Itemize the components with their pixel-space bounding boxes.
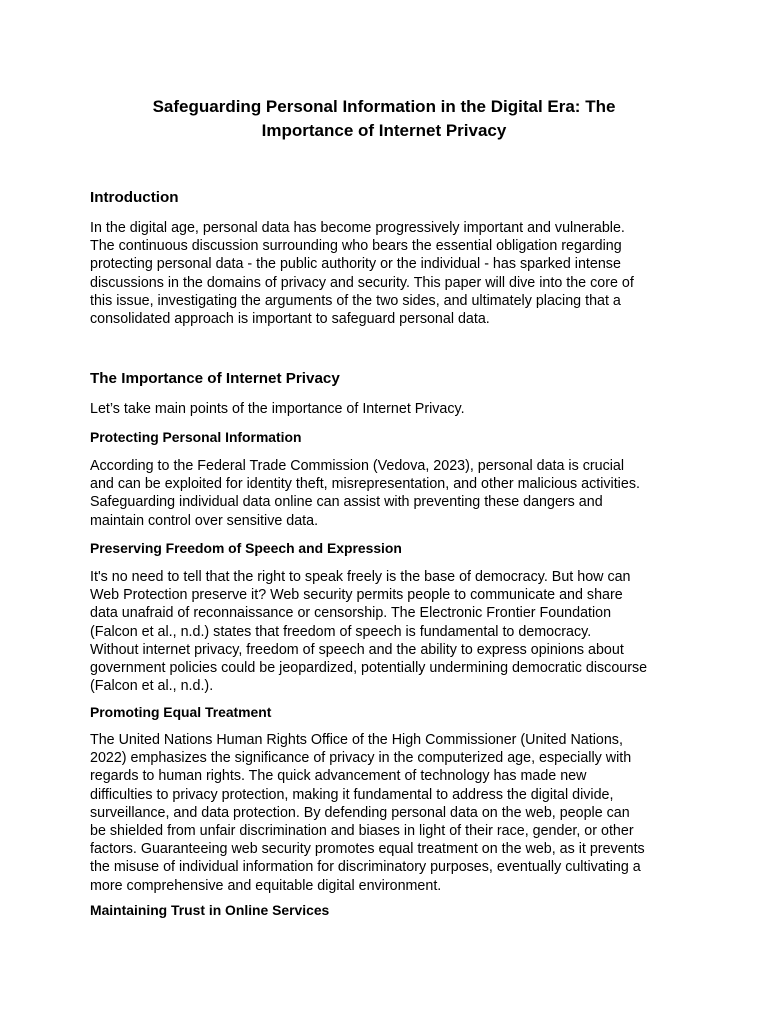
title-line: Importance of Internet Privacy [261,121,507,140]
paragraph-line: (Falcon et al., n.d.) states that freedom of speech is fundamental to democracy. [90,623,592,640]
section-paragraph-preserving-freedom-of-speech [90,568,688,695]
paragraph-line: and can be exploited for identity theft, misrepresentation, and other malicious activities. [90,476,640,493]
introduction-paragraph [90,219,688,328]
paragraph-line: Without internet privacy, freedom of speech and the ability to express opinions about [90,641,624,658]
paragraph-line: surveillance, and data protection. By defending personal data on the web, people can [90,804,630,821]
paragraph-line: The United Nations Human Rights Office of the High Commissioner (United Nations, [90,732,623,748]
paragraph-line: Safeguarding individual data online can assist with preventing these dangers and [90,494,603,511]
paragraph-line: According to the Federal Trade Commission (Vedova, 2023), personal data is crucial [90,458,625,474]
paragraph-line: In the digital age, personal data has become progressively important and vulnerable. [90,220,625,236]
paragraph-line: consolidated approach is important to safeguard personal data. [90,311,490,328]
paragraph-line: (Falcon et al., n.d.). [90,678,214,695]
paragraph-line: difficulties to privacy protection, making it fundamental to address the digital divide, [90,786,614,803]
importance-heading: The Importance of Internet Privacy [90,370,340,387]
paragraph-line: government policies could be jeopardized, potentially undermining democratic discourse [90,660,648,677]
paragraph-line: The continuous discussion surrounding who bears the essential obligation regarding [90,238,622,255]
paragraph-line: 2022) emphasizes the significance of privacy in the computerized age, especially with [90,750,632,767]
section-paragraph-protecting-personal-information [90,457,688,530]
section-heading-protecting-personal-information: Protecting Personal Information [90,429,302,445]
introduction-heading: Introduction [90,189,179,206]
paragraph-line: Let’s take main points of the importance of Internet Privacy. [90,401,465,417]
paragraph-line: discussions in the domains of privacy and security. This paper will dive into the core of [90,274,634,291]
document-title [90,95,678,143]
paragraph-line: It's no need to tell that the right to speak freely is the base of democracy. But how can [90,569,631,585]
section-heading-promoting-equal-treatment: Promoting Equal Treatment [90,704,272,720]
title-line: Safeguarding Personal Information in the Digital Era: The [152,97,616,116]
section-paragraph-promoting-equal-treatment [90,731,688,895]
paragraph-line: more comprehensive and equitable digital environment. [90,877,442,894]
paragraph-line: maintain control over sensitive data. [90,512,319,529]
paragraph-line: the misuse of individual information for discriminatory purposes, eventually cultivating a [90,859,641,876]
paragraph-line: data unafraid of reconnaissance or censorship. The Electronic Frontier Foundation [90,605,612,622]
paragraph-line: protecting personal data - the public authority or the individual - has sparked intense [90,256,621,273]
section-heading-preserving-freedom-of-speech: Preserving Freedom of Speech and Expression [90,540,402,556]
paragraph-line: regards to human rights. The quick advancement of technology has made new [90,768,587,785]
paragraph-line: Web Protection preserve it? Web security permits people to communicate and share [90,587,623,604]
paragraph-line: be shielded from unfair discrimination and biases in light of their race, gender, or other [90,823,634,840]
importance-lead [90,400,688,418]
paragraph-line: factors. Guaranteeing web security promotes equal treatment on the web, as it prevents [90,841,645,858]
section-heading-maintaining-trust: Maintaining Trust in Online Services [90,902,330,918]
paragraph-line: this issue, investigating the arguments of the two sides, and ultimately placing that a [90,292,621,309]
